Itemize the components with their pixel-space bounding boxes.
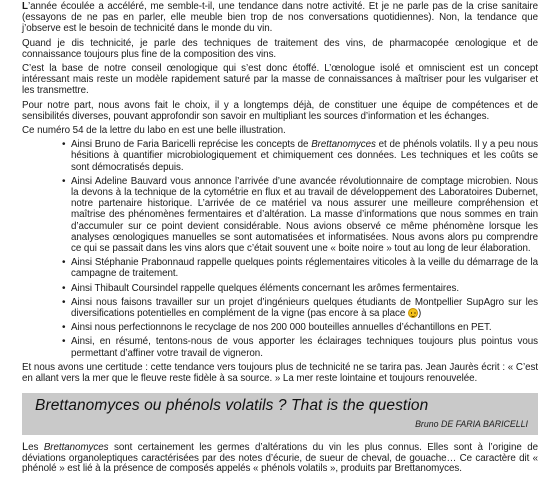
article-author: Bruno DE FARIA BARICELLI [415,419,528,429]
item-text: Ainsi, en résumé, tentons-nous de vous apporter les éclairages techniques toujours plus pointus vous permettant d’affiner votre travail de vigneron. [71,336,538,359]
item-text: Ainsi Thibault Coursindel rappelle quelques éléments concernant les arômes fermentaires. [71,282,460,294]
closing-paragraph: Et nous avons une certitude : cette tendance vers toujours plus de technicité ne se tarira pas. Jean Jaurès écrit : « C’est en allant vers la mer que le fleuve reste fidèle à sa source. » La mer reste lointaine et toujours renouvelée. [22,361,538,385]
list-item [62,297,538,319]
smiley-icon [408,308,418,318]
drop-cap: L [22,441,29,453]
list-item [62,139,538,173]
item-text: ) [417,308,422,320]
article-paragraph [22,442,538,475]
paragraph-text: Ce numéro 54 de la lettre du labo en est une belle illustration. [22,125,286,137]
item-text: Ainsi nous perfectionnons le recyclage de nos 200 000 bouteilles annuelles d’échantillons en PET. [71,322,492,334]
article-title: Brettanomyces ou phénols volatils ? That is the question [35,397,429,414]
intro-paragraph-1 [22,1,538,35]
intro-paragraph-4 [22,100,538,122]
highlights-list [22,139,538,359]
item-text: Ainsi Stéphanie Prabonnaud rappelle quelques points réglementaires viticoles à la veille du démarrage de la campagne de traitement. [71,257,538,280]
item-text: Ainsi Bruno de Faria Baricelli reprécise les concepts de [71,139,312,151]
article-banner [22,393,538,435]
item-emphasis: Brettanomyces [311,139,376,151]
intro-paragraph-5 [22,125,538,136]
item-text: Ainsi nous faisons travailler sur un projet d’ingénieurs quelques étudiants de Montpellier SupAgro sur les diversifications potentielles en complément de la vigne (pas encore à sa place [71,296,538,320]
item-text: et de phénols volatils. Il y a peu nous hésitions à quantifier microbiologiquement et chimiquement ces données. Les techniques et les coûts se sont démocratisés depuis. [71,139,538,173]
item-text: Ainsi Adeline Bauvard vous annonce l’arrivée d’une avancée révolutionnaire de comptage microbien. Nous la devons à la technique de la cytométrie en flux et au travail de développement des Laboratoires Dubernet, notre partenaire historique. L’arrivée de ce matériel va nous assurer une meilleure compréhension et maîtrise des phénomènes fermentaires et d’altération. La masse d’informations que nous sommes en train d’accumuler sur ce point devient considérable. Nous avions observé ce même phénomène lorsque les analyses œnologiques manuelles se sont automatisées et informatisées. Nous avons alors pu comprendre ce qui se passait dans les vins alors que c’était souvent une « boite noire » tout au long de leur élaboration. [71,175,538,255]
paragraph-text: Quand je dis technicité, je parle des techniques de traitement des vins, de pharmacopée œnologique et de connaissance toujours plus fine de la composition des vins. [22,37,538,60]
paragraph-text: ’année écoulée a accéléré, me semble-t-il, une tendance dans notre activité. Et je ne parle pas de la crise sanitaire (essayons de ne pas en parler, elle meuble bien trop de nos conversations quotidiennes). Non, la tendance que j’observe est le besoin de technicité dans le monde du vin. [22,1,538,35]
list-item [62,322,538,333]
intro-paragraph-2 [22,38,538,60]
list-item [62,176,538,254]
article-text: sont certainement les germes d’altérations du vin les plus connus. Elles sont à l’origine de déviations organoleptiques caractérisées par des notes d’écurie, de sueur de cheval, de gouache… Ce caractère dit « phénolé » est lié à la présence de composés appelés « phénols volatils », produits par Brettanomyces. [22,442,539,475]
list-item [62,257,538,279]
paragraph-text: C’est la base de notre conseil œnologique qui s’est donc étoffé. L’œnologue isolé et omniscient est un concept intéressant mais reste un modèle rapidement saturé par la masse de connaissances à maîtriser pour les vulgariser et les transmettre. [22,63,538,97]
list-item [62,336,538,358]
intro-paragraph-3 [22,63,538,97]
article-text: es [28,442,44,453]
intro-section [22,1,538,136]
article-emphasis: Brettanomyces [43,442,109,453]
article-body [22,442,538,478]
paragraph-text: Pour notre part, nous avons fait le choix, il y a longtemps déjà, de constituer une équipe de compétences et de sensibilités diverses, pouvant approfondir son savoir en multipliant les sources d’information et les échanges. [22,99,538,122]
list-item [62,283,538,294]
paragraph-lead-letter: L [22,1,28,12]
